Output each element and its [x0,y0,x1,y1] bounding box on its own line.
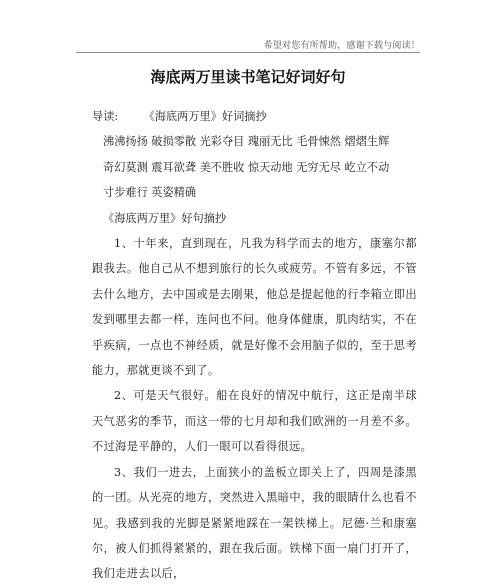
header-divider [76,52,420,53]
words-line: 沸沸扬扬 破损零散 光彩夺目 瑰丽无比 毛骨悚然 熠熠生辉 [103,135,390,149]
words-line: 奇幻莫测 震耳欲聋 美不胜收 惊天动地 无穷无尽 屹立不动 [103,160,390,174]
words-line: 寸步难行 英姿精确 [103,186,197,200]
document-body [92,104,417,587]
header-note: 希望对您有所帮助，感谢下载与阅读！ [263,41,420,51]
paragraph: 3、我们一进去，上面狭小的盖板立即关上了，四周是漆黑的一团。从光亮的地方，突然进入黑暗中，我的眼睛什么也看不见。我感到我的光脚是紧紧地踩在一架铁梯上。尼德·兰和康塞尔，被人们抓得紧紧的，跟在我后面。铁梯下面一扇门打开了，我们走进去以后， [92,465,417,581]
words-heading: 《海底两万里》好词摘抄 [143,110,267,123]
words-heading-line [92,104,417,129]
document-title: 海底两万里读书笔记好词好句 [150,68,346,86]
intro-label: 导读: [92,110,119,123]
sentences-heading: 《海底两万里》好句摘抄 [103,211,227,225]
paragraph: 2、可是天气很好。船在良好的情况中航行，这正是南半球天气恶劣的季节，而这一带的七月却和我们欧洲的一月差不多。不过海是平静的，人们一眼可以看得很远。 [92,389,417,454]
paragraph: 1、十年来，直到现在，凡我为科学而去的地方，康塞尔都跟我去。他自己从不想到旅行的长久或疲劳。不管有多远，不管去什么地方，去中国或是去刚果，他总是提起他的行李箱立即出发到哪里去都一样，连问也不问。他身体健康，肌肉结实，不在乎疾病，一点也不神经质，就是好像不会用脑子似的，至于思考能力，那就更谈不到了。 [92,237,417,378]
